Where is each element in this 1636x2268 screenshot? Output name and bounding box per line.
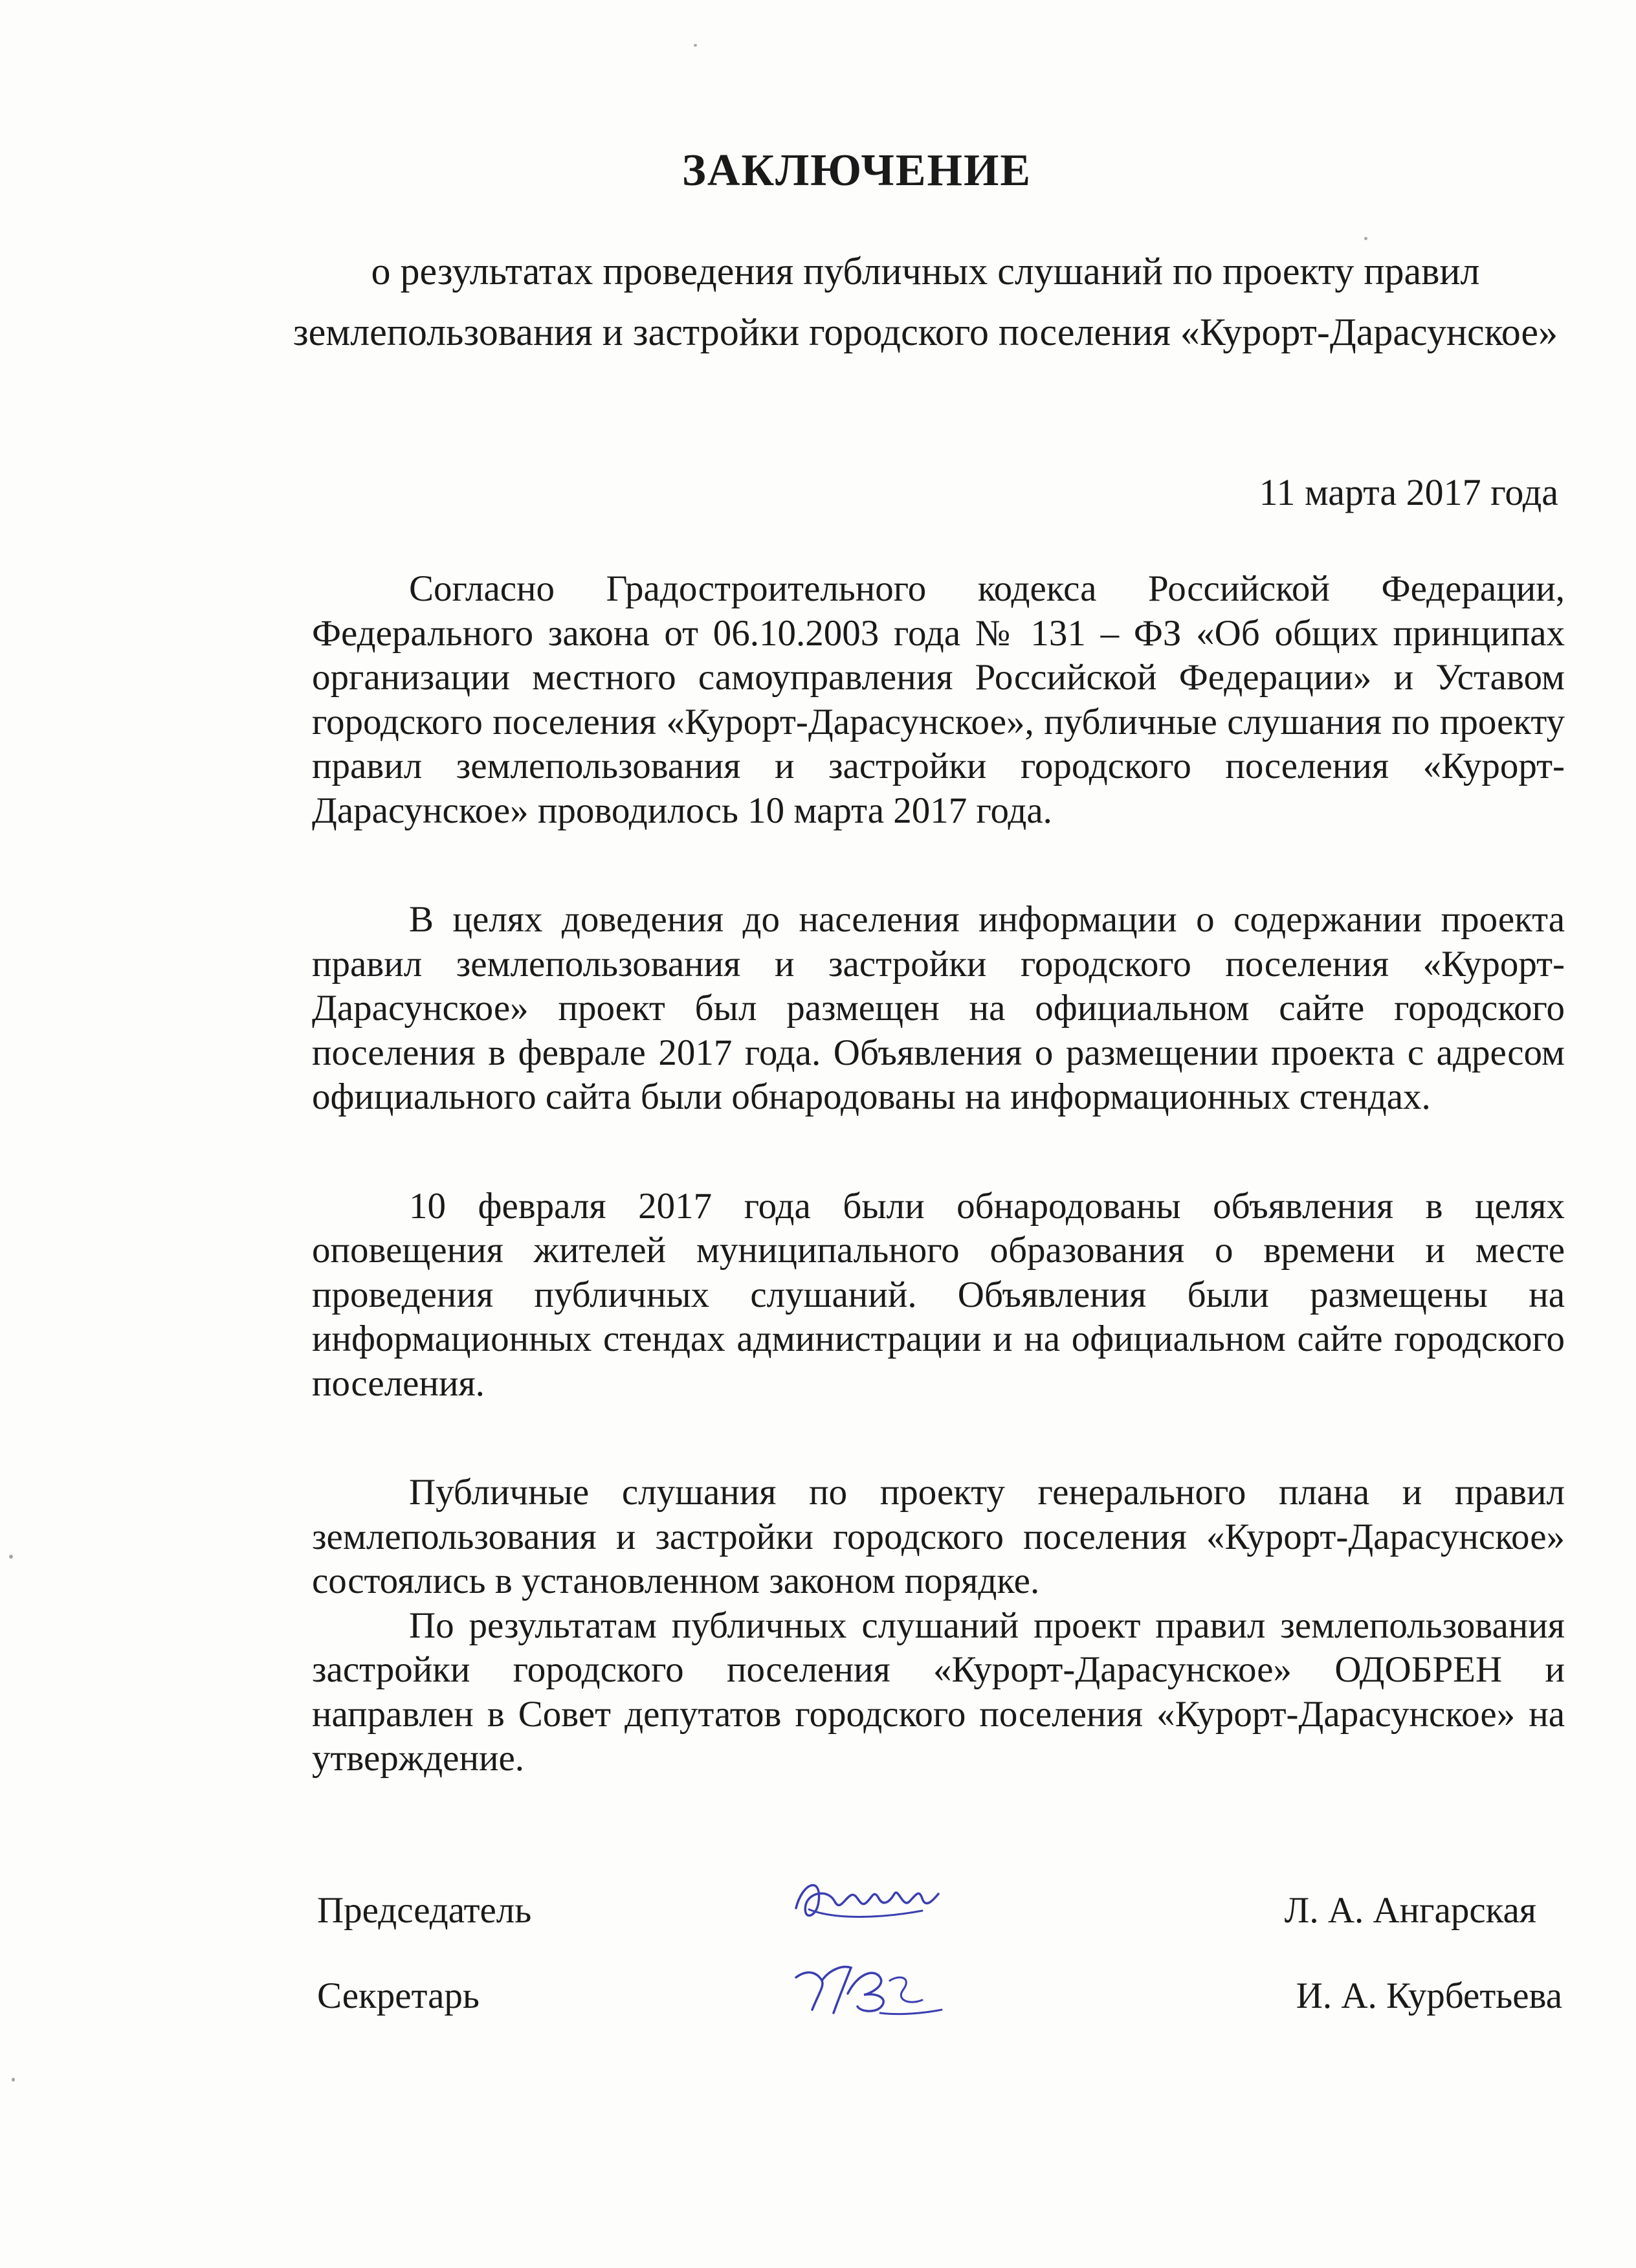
- scan-speck: [1364, 237, 1367, 240]
- document-date: 11 марта 2017 года: [1259, 471, 1558, 513]
- scan-speck: [694, 44, 697, 47]
- secretary-signature: [783, 1948, 951, 2026]
- scan-speck: [12, 2078, 15, 2082]
- secretary-role: Секретарь: [317, 1975, 480, 2016]
- paragraph-hearings-held: Публичные слушания по проекту генерального плана и правил землепользования и застройки городского поселения «Курорт-Дарасунское» состоялись в установленном законом порядке.: [312, 1472, 1565, 1601]
- document-subtitle: о результатах проведения публичных слушаний по проекту правил землепользования и застройки городского поселения «Курорт-Дарасунское»: [293, 250, 1558, 353]
- chair-name: Л. А. Ангарская: [1284, 1890, 1536, 1931]
- paragraph-publication: В целях доведения до населения информации о содержании проекта правил землепользования и застройки городского поселения «Курорт-Дарасунское» проект был размещен на официальном сайте городского поселения в феврале 2017 года. Объявления о размещении проекта с адресом официального сайта были обнародованы на информационных стендах.: [312, 899, 1565, 1117]
- document-body: [312, 567, 1565, 1781]
- chair-signature: [783, 1863, 951, 1940]
- document-title: ЗАКЛЮЧЕНИЕ: [681, 146, 1032, 195]
- secretary-name: И. А. Курбетьева: [1296, 1975, 1562, 2016]
- chair-role: Председатель: [317, 1890, 532, 1931]
- paragraph-announcement: 10 февраля 2017 года были обнародованы объявления в целях оповещения жителей муниципального образования о времени и месте проведения публичных слушаний. Объявления были размещены на информационных стендах администрации и на официальном сайте городского поселения.: [312, 1185, 1565, 1404]
- paragraph-result: По результатам публичных слушаний проект правил землепользования застройки городского поселения «Курорт-Дарасунское» ОДОБРЕН и направлен в Совет депутатов городского поселения «Курорт-Дарасунское» на утверждение.: [312, 1605, 1565, 1779]
- paragraph-legal-basis: Согласно Градостроительного кодекса Российской Федерации, Федерального закона от 06.10.2003 года № 131 – ФЗ «Об общих принципах организации местного самоуправления Российской Федерации» и Уставом городского поселения «Курорт-Дарасунское», публичные слушания по проекту правил землепользования и застройки городского поселения «Курорт-Дарасунское» проводилось 10 марта 2017 года.: [312, 568, 1565, 831]
- scan-speck: [9, 1555, 13, 1559]
